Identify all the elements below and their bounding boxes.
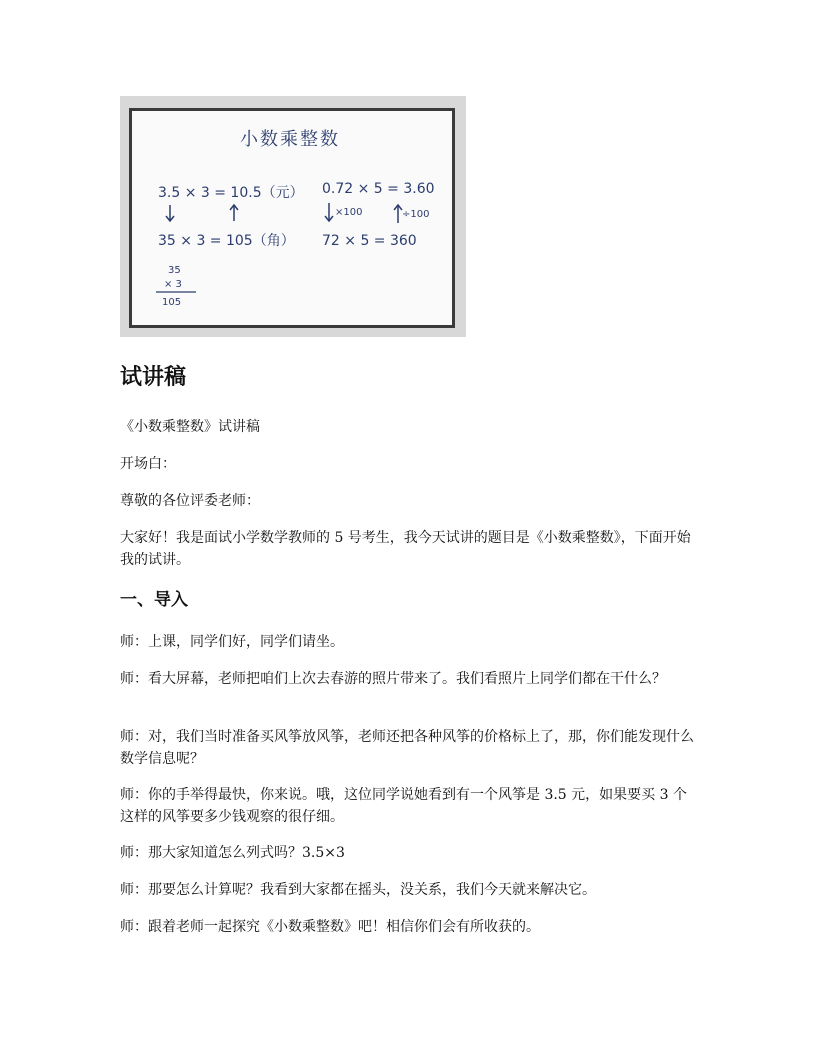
vertical-calc-top: 35 [168, 265, 181, 276]
vertical-calc-result: 105 [162, 297, 182, 308]
note-times-100: ×100 [335, 207, 363, 218]
equation-right-top: 0.72 × 5 = 3.60 [322, 181, 435, 197]
section-heading-intro: 一、导入 [120, 590, 188, 610]
paragraph-opening: 开场白： [120, 456, 176, 472]
paragraph-teacher-1: 师：上课，同学们好，同学们请坐。 [120, 634, 344, 650]
arrow-up-icon [394, 205, 402, 223]
document-title: 试讲稿 [120, 365, 187, 390]
equation-left-bottom: 35 × 3 = 105（角） [158, 233, 295, 249]
whiteboard [129, 108, 455, 328]
note-div-100: ÷100 [402, 209, 430, 220]
equation-right-bottom: 72 × 5 = 360 [322, 233, 417, 249]
vertical-calc-mult: × 3 [164, 279, 182, 290]
arrow-down-icon [325, 203, 333, 221]
arrow-up-icon [230, 205, 238, 221]
paragraph-doc-subtitle: 《小数乘整数》试讲稿 [120, 419, 260, 435]
paragraph-teacher-6: 师：那要怎么计算呢？我看到大家都在摇头，没关系，我们今天就来解决它。 [120, 882, 596, 898]
whiteboard-drawing [132, 111, 452, 325]
arrow-down-icon [166, 205, 174, 221]
paragraph-teacher-2: 师：看大屏幕，老师把咱们上次去春游的照片带来了。我们看照片上同学们都在干什么？ [120, 671, 666, 687]
equation-left-top: 3.5 × 3 = 10.5（元） [158, 185, 304, 201]
paragraph-teacher-4: 师：你的手举得最快，你来说。哦，这位同学说她看到有一个风筝是 3.5 元，如果要买 3 个这样的风筝要多少钱观察的很仔细。 [120, 787, 687, 825]
paragraph-teacher-7: 师：跟着老师一起探究《小数乘整数》吧！相信你们会有所收获的。 [120, 919, 540, 935]
paragraph-introduction: 大家好！我是面试小学数学教师的 5 号考生，我今天试讲的题目是《小数乘整数》，下面开始我的试讲。 [120, 530, 691, 568]
paragraph-teacher-5: 师：那大家知道怎么列式吗？3.5×3 [120, 845, 345, 861]
paragraph-salutation: 尊敬的各位评委老师： [120, 493, 260, 509]
whiteboard-photo [120, 96, 466, 337]
whiteboard-title: 小数乘整数 [240, 129, 340, 150]
paragraph-teacher-3: 师：对，我们当时准备买风筝放风筝，老师还把各种风筝的价格标上了，那，你们能发现什么数学信息呢？ [120, 729, 694, 767]
